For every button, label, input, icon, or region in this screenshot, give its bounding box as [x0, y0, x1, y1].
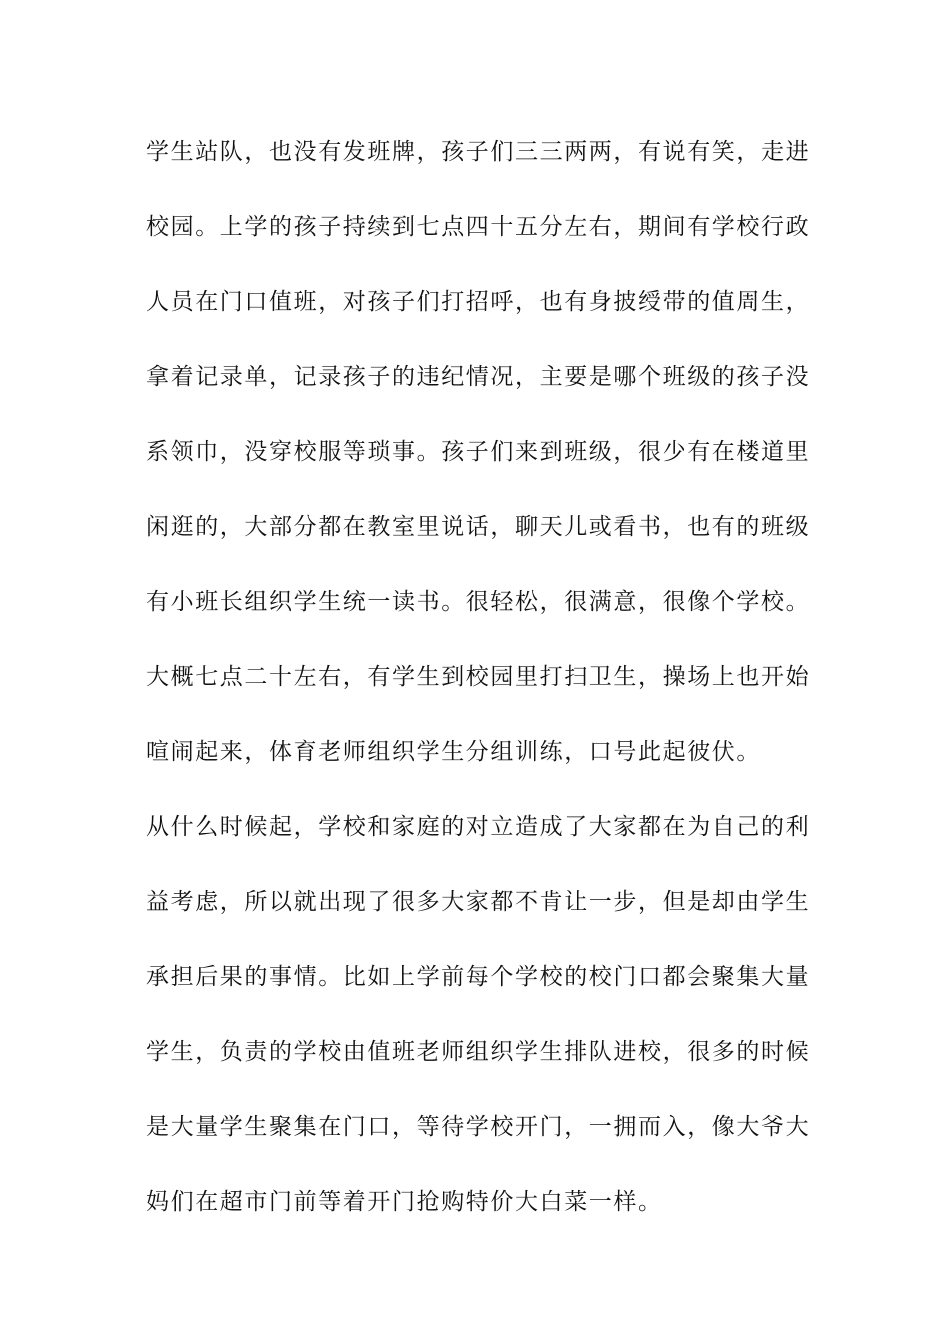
- document-body: [146, 132, 811, 1257]
- text-line: 学生，负责的学校由值班老师组织学生排队进校，很多的时候: [146, 1039, 811, 1065]
- text-line: 有小班长组织学生统一读书。很轻松，很满意，很像个学校。: [146, 589, 811, 615]
- text-line: 闲逛的，大部分都在教室里说话，聊天儿或看书，也有的班级: [146, 514, 811, 540]
- text-line: 喧闹起来，体育老师组织学生分组训练，口号此起彼伏。: [146, 739, 761, 765]
- text-line: 学生站队，也没有发班牌，孩子们三三两两，有说有笑，走进: [146, 139, 811, 165]
- text-line: 系领巾，没穿校服等琐事。孩子们来到班级，很少有在楼道里: [146, 439, 811, 465]
- text-line: 益考虑，所以就出现了很多大家都不肯让一步，但是却由学生: [146, 889, 811, 915]
- text-line: 妈们在超市门前等着开门抢购特价大白菜一样。: [146, 1189, 663, 1215]
- text-line: 人员在门口值班，对孩子们打招呼，也有身披绶带的值周生，: [146, 289, 811, 315]
- text-line: 是大量学生聚集在门口，等待学校开门，一拥而入，像大爷大: [146, 1114, 811, 1140]
- text-line: 校园。上学的孩子持续到七点四十五分左右，期间有学校行政: [146, 214, 811, 240]
- text-line: 从什么时候起，学校和家庭的对立造成了大家都在为自己的利: [146, 814, 811, 840]
- text-line: 拿着记录单，记录孩子的违纪情况，主要是哪个班级的孩子没: [146, 364, 811, 390]
- text-line: 承担后果的事情。比如上学前每个学校的校门口都会聚集大量: [146, 964, 811, 990]
- text-line: 大概七点二十左右，有学生到校园里打扫卫生，操场上也开始: [146, 664, 811, 690]
